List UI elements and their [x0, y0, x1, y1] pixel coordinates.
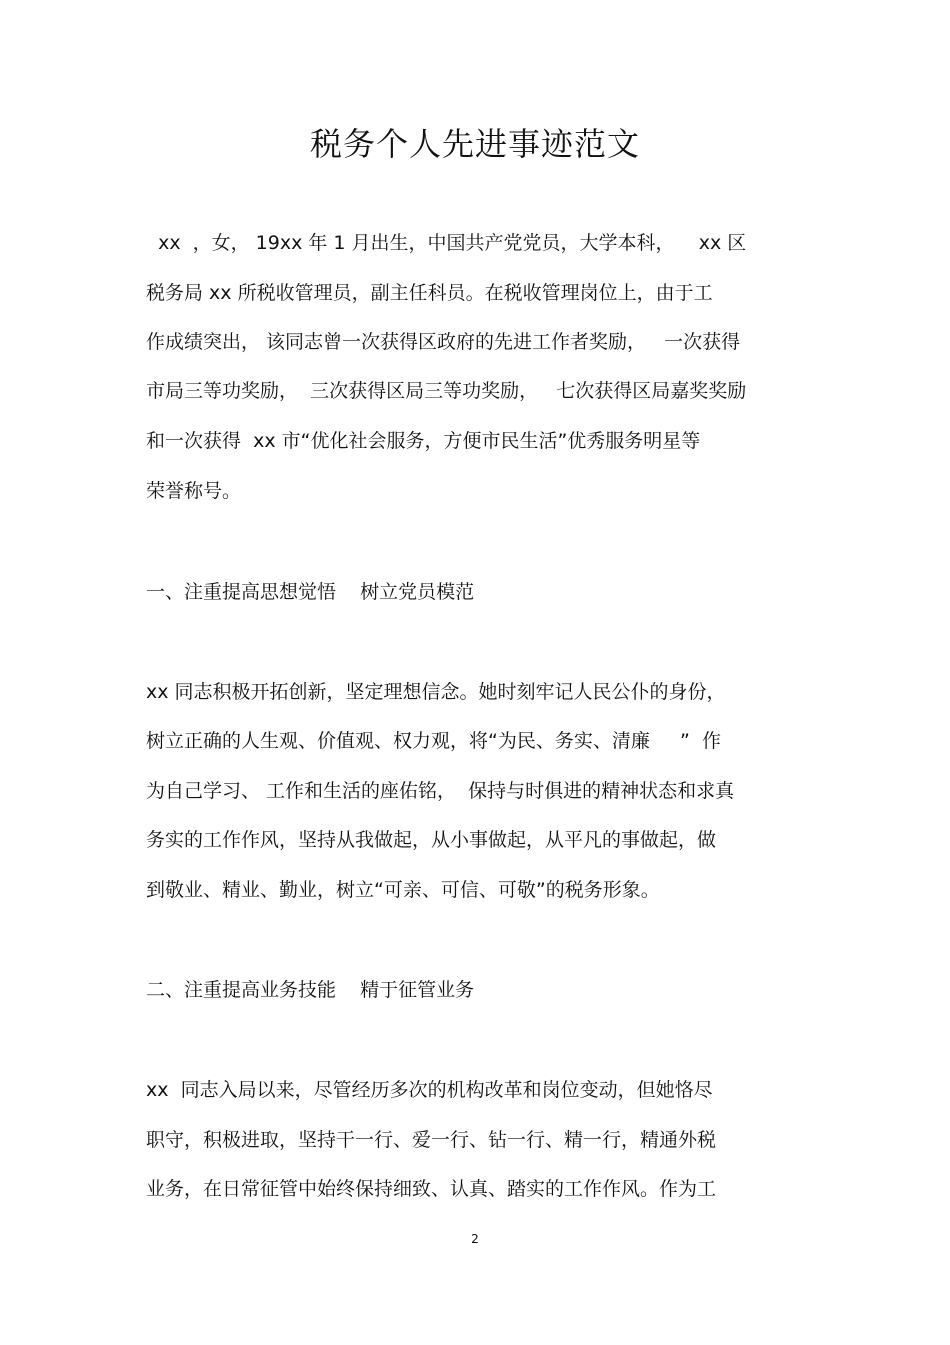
section-heading-1: 一、注重提高思想觉悟 树立党员模范 — [146, 581, 475, 603]
paragraph-1-line: xx ，女， 19xx 年 1 月出生，中国共产党党员，大学本科， xx 区 — [146, 232, 747, 254]
paragraph-1-line: 荣誉称号。 — [146, 480, 242, 502]
paragraph-1-line: 和一次获得 xx 市“优化社会服务，方便市民生活”优秀服务明星等 — [146, 430, 701, 452]
paragraph-2-line: 到敬业、精业、勤业，树立“可亲、可信、可敬”的税务形象。 — [146, 879, 660, 901]
paragraph-3-line: 职守，积极进取，坚持干一行、爱一行、钻一行、精一行，精通外税 — [146, 1129, 717, 1151]
document-title: 税务个人先进事迹范文 — [309, 125, 640, 163]
paragraph-3-line: 业务，在日常征管中始终保持细致、认真、踏实的工作作风。作为工 — [146, 1178, 717, 1200]
paragraph-2-line: 树立正确的人生观、价值观、权力观，将“为民、务实、清廉 ” 作 — [146, 730, 721, 752]
section-heading-2: 二、注重提高业务技能 精于征管业务 — [146, 979, 475, 1001]
paragraph-1-line: 税务局 xx 所税收管理员，副主任科员。在税收管理岗位上，由于工 — [146, 282, 713, 304]
paragraph-2-line: xx 同志积极开拓创新，坚定理想信念。她时刻牢记人民公仆的身份， — [146, 681, 726, 703]
paragraph-2-line: 为自己学习、 工作和生活的座佑铭， 保持与时俱进的精神状态和求真 — [146, 780, 735, 802]
paragraph-1-line: 市局三等功奖励， 三次获得区局三等功奖励， 七次获得区局嘉奖奖励 — [146, 380, 747, 402]
paragraph-1-line: 作成绩突出， 该同志曾一次获得区政府的先进工作者奖励， 一次获得 — [146, 331, 741, 353]
paragraph-2-line: 务实的工作作风，坚持从我做起，从小事做起，从平凡的事做起，做 — [146, 829, 717, 851]
page-number: 2 — [471, 1232, 479, 1246]
paragraph-3-line: xx 同志入局以来，尽管经历多次的机构改革和岗位变动，但她恪尽 — [146, 1079, 713, 1101]
